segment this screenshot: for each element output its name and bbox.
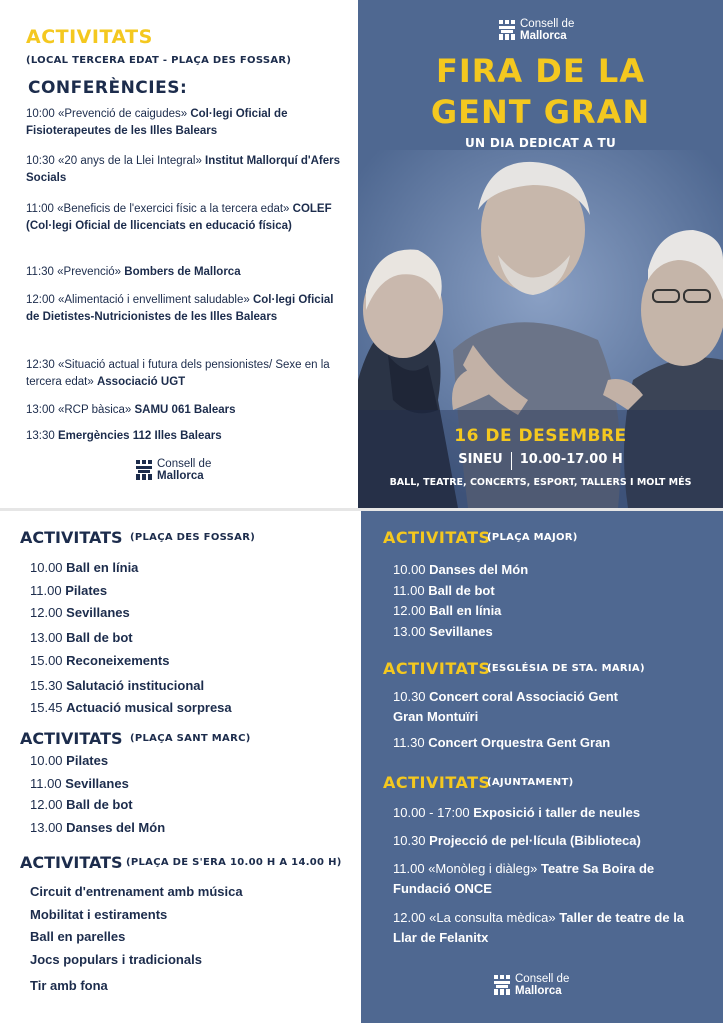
section-title: ACTIVITATS bbox=[383, 528, 491, 547]
event-place-hours bbox=[358, 452, 723, 470]
event-extras: BALL, TEATRE, CONCERTS, ESPORT, TALLERS I MOLT MÉS bbox=[389, 477, 692, 488]
list-item: Jocs populars i tradicionals bbox=[30, 952, 202, 967]
list-item: 11.00 «Monòleg i diàleg» Teatre Sa Boira de Fundació ONCE bbox=[393, 861, 655, 896]
section-title: ACTIVITATS bbox=[383, 773, 491, 792]
castle-crest-icon bbox=[135, 459, 153, 481]
castle-crest-icon bbox=[493, 974, 511, 996]
section-location: (PLAÇA MAJOR) bbox=[487, 532, 578, 543]
conference-item: 11:30 «Prevenció» Bombers de Mallorca bbox=[26, 266, 241, 278]
conferences-heading: CONFERÈNCIES: bbox=[28, 78, 188, 98]
section-location: (PLAÇA DE S'ERA 10.00 H A 14.00 H) bbox=[126, 857, 342, 868]
list-item: Ball en parelles bbox=[30, 929, 126, 944]
location-label: (LOCAL TERCERA EDAT - PLAÇA DES FOSSAR) bbox=[26, 55, 292, 66]
event-hours: 10.00-17.00 H bbox=[519, 452, 623, 467]
section-title: ACTIVITATS bbox=[383, 659, 491, 678]
activities-left-panel bbox=[0, 508, 361, 1023]
fair-title-line2: GENT GRAN bbox=[430, 93, 651, 131]
section-location: (PLAÇA SANT MARC) bbox=[130, 733, 251, 744]
conference-item: 10:30 «20 anys de la Llei Integral» Institut Mallorquí d'Afers Socials bbox=[26, 155, 341, 184]
activities-right-panel bbox=[361, 508, 723, 1023]
fair-title-line1: FIRA DE LA bbox=[435, 52, 646, 90]
activitats-title: ACTIVITATS bbox=[26, 26, 153, 48]
consell-logo: Consell de Mallorca bbox=[493, 973, 569, 997]
consell-logo: Consell de Mallorca bbox=[135, 458, 211, 482]
event-place: SINEU bbox=[458, 452, 503, 467]
list-item: 12.00 «La consulta mèdica» Taller de teatre de la Llar de Felanitx bbox=[393, 910, 685, 945]
section-title: ACTIVITATS bbox=[20, 853, 123, 872]
list-item: 12.00 Ball de bot bbox=[30, 797, 133, 812]
conference-item: 10:00 «Prevenció de caigudes» Col·legi Oficial de Fisioterapeutes de les Illes Balears bbox=[26, 108, 288, 137]
list-item: Mobilitat i estiraments bbox=[30, 907, 168, 922]
list-item: 10.30 Concert coral Associació Gent Gran Montuïri bbox=[393, 689, 618, 724]
list-item: 12.00 Sevillanes bbox=[30, 605, 130, 620]
list-item: 15.00 Reconeixements bbox=[30, 653, 170, 668]
conference-item: 13:30 Emergències 112 Illes Balears bbox=[26, 430, 222, 442]
event-date: 16 DE DESEMBRE bbox=[454, 426, 627, 446]
conference-item: 12:30 «Situació actual i futura dels pensionistes/ Sexe en la tercera edat» Associació UGT bbox=[26, 359, 330, 388]
castle-crest-icon bbox=[498, 19, 516, 41]
section-location: (ESGLÉSIA DE STA. MARIA) bbox=[487, 663, 645, 674]
conference-item: 12:00 «Alimentació i envelliment saludable» Col·legi Oficial de Dietistes-Nutricionistes de les Illes Balears bbox=[26, 294, 334, 323]
divider bbox=[511, 452, 512, 470]
list-item: 10.00 Danses del Món bbox=[393, 562, 529, 577]
list-item: Tir amb fona bbox=[30, 978, 108, 993]
list-item: 11.00 Pilates bbox=[30, 583, 108, 598]
section-location: (AJUNTAMENT) bbox=[487, 777, 574, 788]
cover-panel bbox=[358, 0, 723, 508]
list-item: 11.30 Concert Orquestra Gent Gran bbox=[393, 735, 611, 750]
list-item: 15.45 Actuació musical sorpresa bbox=[30, 700, 232, 715]
conference-item: 13:00 «RCP bàsica» SAMU 061 Balears bbox=[26, 404, 236, 416]
list-item: 10.30 Projecció de pel·lícula (Biblioteca) bbox=[393, 833, 641, 848]
list-item: 15.30 Salutació institucional bbox=[30, 678, 205, 693]
section-location: (PLAÇA DES FOSSAR) bbox=[130, 532, 256, 543]
consell-logo: Consell de Mallorca bbox=[498, 18, 574, 42]
conference-item: 11:00 «Beneficis de l'exercici físic a la tercera edat» COLEF (Col·legi Oficial de llicenciats en educació física) bbox=[26, 203, 332, 232]
conferences-panel bbox=[0, 0, 358, 508]
list-item: 10.00 Pilates bbox=[30, 753, 109, 768]
list-item: 12.00 Ball en línia bbox=[393, 603, 502, 618]
list-item: Circuit d'entrenament amb música bbox=[30, 884, 243, 899]
tagline: UN DIA DEDICAT A TU bbox=[464, 136, 617, 150]
list-item: 10.00 Ball en línia bbox=[30, 560, 139, 575]
section-title: ACTIVITATS bbox=[20, 528, 123, 547]
list-item: 11.00 Ball de bot bbox=[393, 583, 495, 598]
list-item: 13.00 Danses del Món bbox=[30, 820, 166, 835]
list-item: 10.00 - 17:00 Exposició i taller de neules bbox=[393, 805, 641, 820]
list-item: 11.00 Sevillanes bbox=[30, 776, 129, 791]
list-item: 13.00 Ball de bot bbox=[30, 630, 133, 645]
list-item: 13.00 Sevillanes bbox=[393, 624, 493, 639]
section-title: ACTIVITATS bbox=[20, 729, 123, 748]
